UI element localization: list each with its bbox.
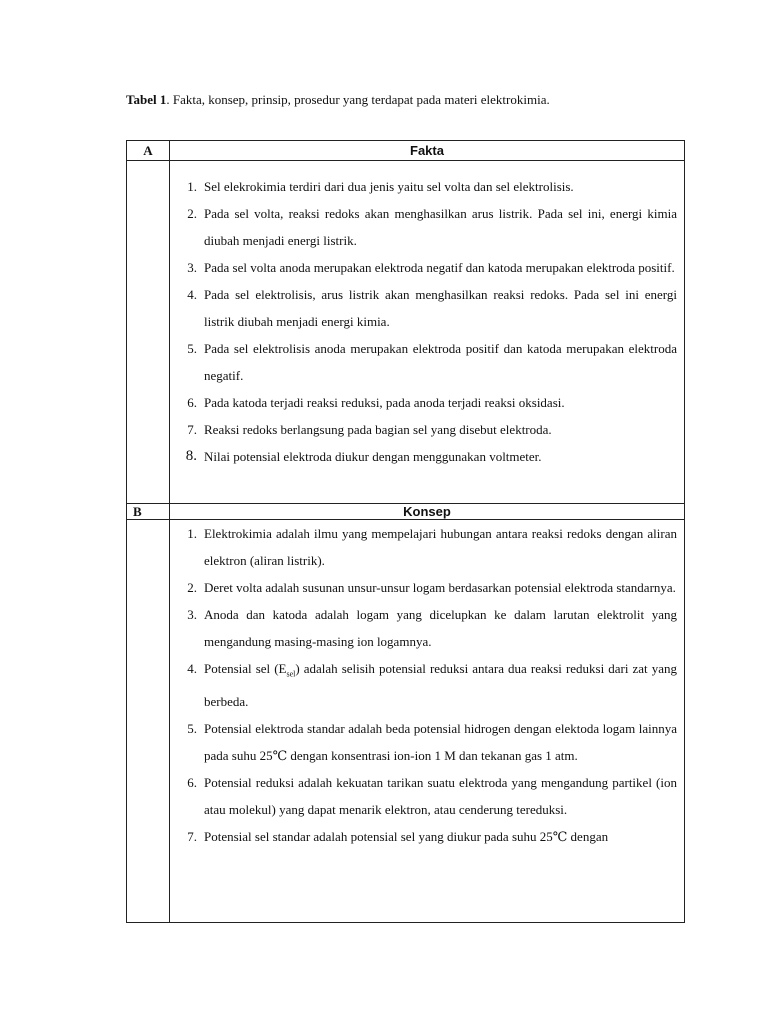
item-text: Sel elekrokimia terdiri dari dua jenis yaitu sel volta dan sel elektrolisis.	[204, 179, 574, 194]
item-text: Pada sel elektrolisis anoda merupakan elektroda positif dan katoda merupakan elektroda negatif.	[204, 341, 677, 383]
item-text: Pada sel volta, reaksi redoks akan menghasilkan arus listrik. Pada sel ini, energi kimia diubah menjadi energi listrik.	[204, 206, 677, 248]
list-item	[170, 443, 684, 470]
subscript-sel: sel	[286, 669, 296, 679]
section-a-label-cell	[127, 161, 170, 504]
item-number: 4.	[187, 661, 197, 676]
section-b-label-cell	[127, 520, 170, 923]
elektrokimia-table	[126, 140, 685, 923]
item-number: 1.	[187, 179, 197, 194]
section-b-heading: Konsep	[170, 504, 685, 520]
list-item	[170, 715, 684, 769]
item-number: 5.	[187, 720, 197, 736]
item-text: Pada sel elektrolisis, arus listrik akan menghasilkan reaksi redoks. Pada sel ini energi listrik diubah menjadi energi kimia.	[204, 287, 677, 329]
item-text: Reaksi redoks berlangsung pada bagian sel yang disebut elektroda.	[204, 422, 552, 437]
section-b-label: B	[127, 504, 170, 520]
section-a-content-row	[127, 161, 685, 504]
section-a-content	[170, 161, 685, 504]
item-number: 6.	[187, 774, 197, 790]
konsep-list	[170, 520, 684, 850]
fakta-list	[170, 161, 684, 470]
list-item	[170, 335, 684, 389]
item-text-post: ) adalah selisih potensial reduksi antara dua reaksi reduksi dari zat yang berbeda.	[204, 661, 677, 709]
list-item	[170, 416, 684, 443]
list-item	[170, 254, 684, 281]
item-text-pre: Potensial sel (E	[204, 661, 287, 676]
item-number: 6.	[187, 395, 197, 410]
item-number: 7.	[187, 828, 197, 844]
item-text: Pada sel volta anoda merupakan elektroda negatif dan katoda merupakan elektroda positif.	[204, 260, 675, 275]
caption-label: Tabel 1	[126, 92, 167, 107]
item-text	[204, 655, 684, 715]
item-text: Anoda dan katoda adalah logam yang dicelupkan ke dalam larutan elektrolit yang mengandung masing-masing ion logamnya.	[204, 607, 677, 649]
item-number: 3.	[187, 260, 197, 275]
list-item	[170, 655, 684, 715]
list-item	[170, 823, 684, 850]
item-text: Deret volta adalah susunan unsur-unsur logam berdasarkan potensial elektroda standarnya.	[204, 580, 676, 595]
item-number: 2.	[187, 206, 197, 221]
item-text: Potensial elektroda standar adalah beda potensial hidrogen dengan elektoda logam lainnya pada suhu 25℃ dengan konsentrasi ion-ion 1 M dan tekanan gas 1 atm.	[204, 720, 677, 763]
item-text: Potensial reduksi adalah kekuatan tarikan suatu elektroda yang mengandung partikel (ion atau molekul) yang dapat menarik elektron, atau cenderung tereduksi.	[204, 774, 677, 817]
list-item	[170, 769, 684, 823]
item-number: 8.	[185, 448, 197, 464]
list-item	[170, 389, 684, 416]
item-number: 2.	[187, 580, 197, 595]
item-text: Potensial sel standar adalah potensial sel yang diukur pada suhu 25℃ dengan	[204, 828, 609, 844]
section-a-heading: Fakta	[170, 141, 685, 161]
item-number: 3.	[187, 607, 197, 622]
table-caption	[126, 92, 550, 108]
list-item	[170, 574, 684, 601]
list-item	[170, 173, 684, 200]
item-number: 1.	[187, 526, 197, 541]
caption-text: . Fakta, konsep, prinsip, prosedur yang terdapat pada materi elektrokimia.	[166, 92, 550, 107]
section-a-label: A	[127, 141, 170, 161]
list-item	[170, 200, 684, 254]
section-b-content-row	[127, 520, 685, 923]
list-item	[170, 520, 684, 574]
item-text: Pada katoda terjadi reaksi reduksi, pada anoda terjadi reaksi oksidasi.	[204, 395, 565, 410]
section-a-header-row	[127, 141, 685, 161]
item-text: Elektrokimia adalah ilmu yang mempelajari hubungan antara reaksi redoks dengan aliran elektron (aliran listrik).	[204, 526, 677, 568]
item-number: 4.	[187, 287, 197, 302]
item-number: 7.	[187, 422, 197, 437]
section-b-header-row	[127, 504, 685, 520]
section-b-content	[170, 520, 685, 923]
item-text: Nilai potensial elektroda diukur dengan menggunakan voltmeter.	[204, 449, 542, 464]
list-item	[170, 601, 684, 655]
item-number: 5.	[187, 341, 197, 356]
list-item	[170, 281, 684, 335]
